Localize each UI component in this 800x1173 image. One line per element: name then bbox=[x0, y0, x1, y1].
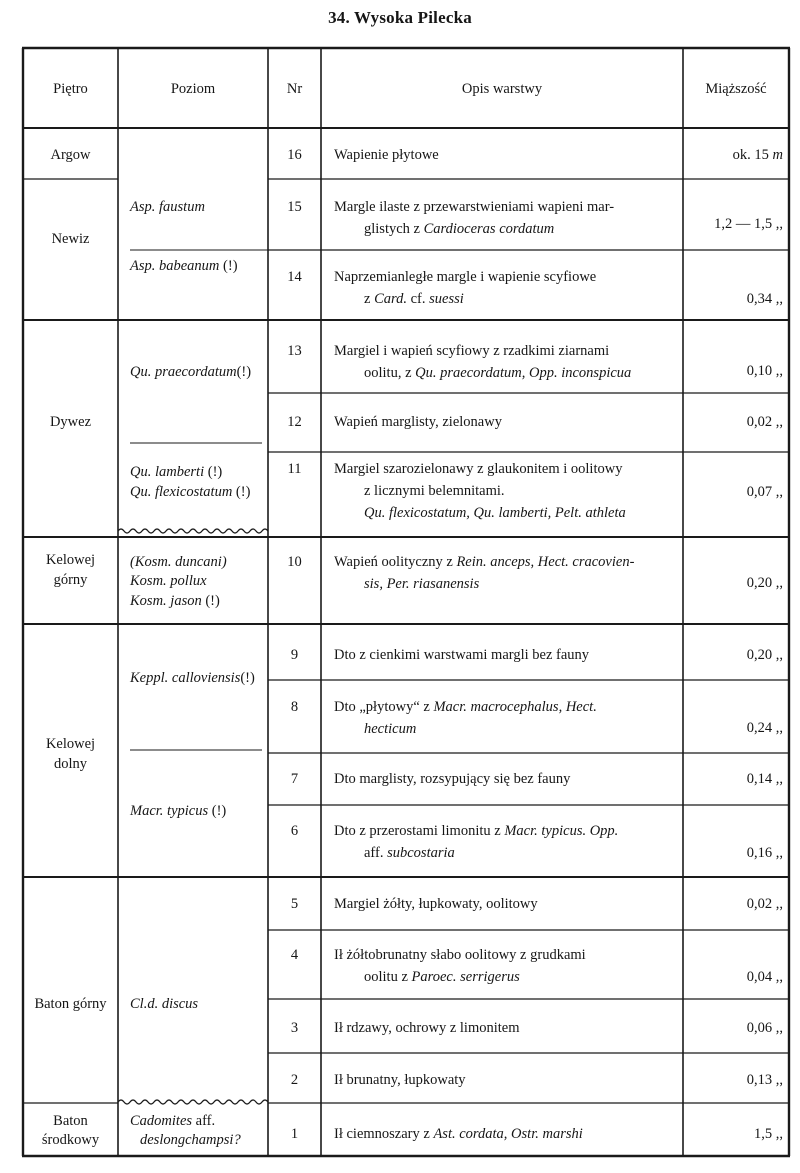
thickness-6: 0,16 ,, bbox=[746, 845, 783, 861]
header-opis: Opis warstwy bbox=[461, 81, 543, 97]
nr-5: 5 bbox=[290, 896, 299, 912]
nr-6: 6 bbox=[290, 823, 299, 839]
nr-7: 7 bbox=[290, 771, 299, 787]
nr-10: 10 bbox=[287, 554, 302, 570]
thickness-14: 0,34 ,, bbox=[746, 291, 783, 307]
nr-14: 14 bbox=[287, 269, 302, 285]
desc-5: Margiel żółty, łupkowaty, oolitowy bbox=[334, 896, 538, 912]
thickness-11: 0,07 ,, bbox=[746, 484, 783, 500]
level-qu-flexicostatum: Qu. flexicostatum (!) bbox=[130, 484, 251, 500]
desc-11: Margiel szarozielonawy z glaukonitem i oolitowy z licznymi belemnitami. Qu. flexicostatum, Qu. lamberti, Pelt. athleta bbox=[334, 461, 626, 521]
desc-1: Ił ciemnoszary z Ast. cordata, Ostr. marshi bbox=[334, 1126, 583, 1142]
header-pietro: Piętro bbox=[53, 81, 88, 97]
level-macr-typicus: Macr. typicus (!) bbox=[130, 803, 227, 819]
nr-4: 4 bbox=[290, 947, 299, 963]
thickness-1: 1,5 ,, bbox=[754, 1126, 783, 1142]
desc-10: Wapień oolityczny z Rein. anceps, Hect. cracovien- sis, Per. riasanensis bbox=[334, 554, 635, 592]
stage-dywez: Dywez bbox=[49, 414, 92, 430]
nr-12: 12 bbox=[287, 414, 302, 430]
header-poziom: Poziom bbox=[170, 81, 216, 97]
nr-11: 11 bbox=[287, 461, 302, 477]
stage-kelowej-dolny-2: dolny bbox=[53, 756, 88, 772]
desc-14: Naprzemianległe margle i wapienie scyfiowe z Card. cf. suessi bbox=[334, 269, 597, 307]
thickness-12: 0,02 ,, bbox=[746, 414, 783, 430]
level-asp-babeanum: Asp. babeanum (!) bbox=[130, 258, 238, 274]
stage-baton-gorny: Baton górny bbox=[34, 996, 107, 1012]
level-cl-discus: Cl.d. discus bbox=[130, 996, 199, 1012]
thickness-2: 0,13 ,, bbox=[746, 1072, 783, 1088]
thickness-5: 0,02 ,, bbox=[746, 896, 783, 912]
desc-7: Dto marglisty, rozsypujący się bez fauny bbox=[334, 771, 571, 787]
nr-3: 3 bbox=[290, 1020, 299, 1036]
nr-1: 1 bbox=[290, 1126, 299, 1142]
desc-12: Wapień marglisty, zielonawy bbox=[334, 414, 502, 430]
stage-baton-srodkowy-2: środkowy bbox=[41, 1132, 100, 1148]
thickness-10: 0,20 ,, bbox=[746, 575, 783, 591]
stage-argow: Argow bbox=[50, 147, 91, 163]
desc-9: Dto z cienkimi warstwami margli bez fauny bbox=[334, 647, 590, 663]
desc-15: Margle ilaste z przewarstwieniami wapieni mar- glistych z Cardioceras cordatum bbox=[334, 199, 615, 237]
thickness-16: ok. 15 m bbox=[732, 147, 783, 163]
level-kosm-pollux: Kosm. pollux bbox=[130, 573, 207, 589]
level-cadomites-species: deslongchampsi? bbox=[140, 1132, 241, 1148]
thickness-8: 0,24 ,, bbox=[746, 720, 783, 736]
page-title: 34. Wysoka Pilecka bbox=[328, 8, 472, 27]
stage-kelowej-gorny-1: Kelowej bbox=[45, 552, 96, 568]
desc-3: Ił rdzawy, ochrowy z limonitem bbox=[334, 1020, 520, 1036]
stage-kelowej-gorny-2: górny bbox=[53, 572, 88, 588]
nr-15: 15 bbox=[287, 199, 302, 215]
desc-6: Dto z przerostami limonitu z Macr. typicus. Opp. aff. subcostaria bbox=[334, 823, 619, 861]
header-nr: Nr bbox=[286, 81, 303, 97]
thickness-4: 0,04 ,, bbox=[746, 969, 783, 985]
stage-baton-srodkowy-1: Baton bbox=[53, 1113, 88, 1129]
nr-16: 16 bbox=[287, 147, 302, 163]
level-kosm-duncani: (Kosm. duncani) bbox=[130, 554, 227, 570]
level-qu-praecordatum: Qu. praecordatum(!) bbox=[130, 364, 252, 380]
thickness-15: 1,2 — 1,5 ,, bbox=[714, 216, 783, 232]
thickness-13: 0,10 ,, bbox=[746, 363, 783, 379]
level-asp-faustum: Asp. faustum bbox=[130, 199, 205, 215]
level-cadomites: Cadomites aff. bbox=[130, 1113, 216, 1129]
thickness-3: 0,06 ,, bbox=[746, 1020, 783, 1036]
header-miazszosc: Miąższość bbox=[705, 81, 767, 97]
nr-8: 8 bbox=[290, 699, 299, 715]
stage-kelowej-dolny-1: Kelowej bbox=[45, 736, 96, 752]
desc-4: Ił żółtobrunatny słabo oolitowy z grudkami oolitu z Paroec. serrigerus bbox=[334, 947, 586, 985]
level-keppl-calloviensis: Keppl. calloviensis(!) bbox=[130, 670, 255, 686]
level-qu-lamberti: Qu. lamberti (!) bbox=[130, 464, 223, 480]
level-kosm-jason: Kosm. jason (!) bbox=[130, 593, 220, 609]
nr-13: 13 bbox=[287, 343, 302, 359]
desc-13: Margiel i wapień scyfiowy z rzadkimi ziarnami oolitu, z Qu. praecordatum, Opp. inconspicua bbox=[334, 343, 632, 381]
nr-2: 2 bbox=[290, 1072, 299, 1088]
desc-16: Wapienie płytowe bbox=[334, 147, 439, 163]
stage-newiz: Newiz bbox=[51, 231, 90, 247]
desc-2: Ił brunatny, łupkowaty bbox=[334, 1072, 466, 1088]
thickness-7: 0,14 ,, bbox=[746, 771, 783, 787]
thickness-9: 0,20 ,, bbox=[746, 647, 783, 663]
desc-8: Dto „płytowy“ z Macr. macrocephalus, Hect. hecticum bbox=[334, 699, 597, 737]
nr-9: 9 bbox=[290, 647, 299, 663]
